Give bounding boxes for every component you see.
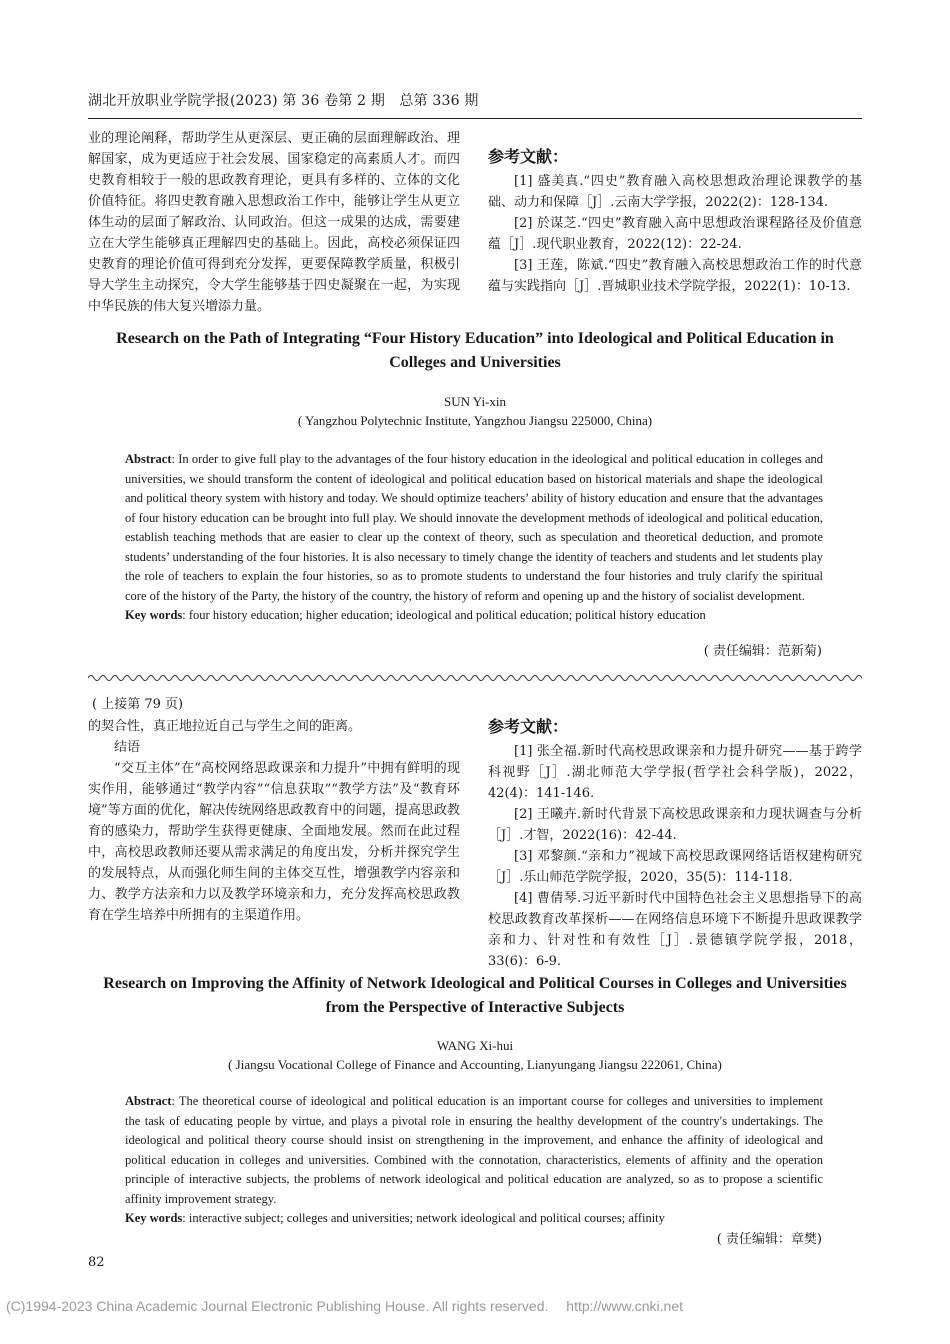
article1-editor: ( 责任编辑：范新菊) [703, 644, 822, 659]
article2-references [488, 716, 862, 972]
article1-body-text: 业的理论阐释，帮助学生从更深层、更正确的层面理解政治、理解国家，成为更适应于社会发展、国家稳定的高素质人才。而四史教育相较于一般的思政教育理论，更具有多样的、立体的文化价值特征。将四史教育融入思想政治工作中，能够让学生从更立体生动的层面了解政治、认同政治。但这一成果的达成，需要建立在大学生能够真正理解四史的基础上。因此，高校必须保证四史教育的理论价值可得到充分发挥，更要保障教学质量，积极引导大学生主动探究，令大学生能够基于四史凝聚在一起，为实现中华民族的伟大复兴增添力量。 [88, 131, 460, 314]
article1-affiliation: ( Yangzhou Polytechnic Institute, Yangzhou Jiangsu 225000, China) [297, 413, 653, 428]
reference-item: [2] 王曦卉.新时代背景下高校思政课亲和力现状调查与分析［J］.才智，2022(16)：42-44. [488, 807, 862, 843]
conclusion-heading: 结语 [114, 740, 141, 755]
abstract-text: : In order to give full play to the advantages of the four history education in the ideological and political education in colleges and universities, we should transform the content of ideological and political education based on historical materials and shape the ideological and political theory system with history and today. We should optimize teachers’ ability of history education and ensure that the advantages of four history education can be brought into full play. We should innovate the development methods of ideological and political education, establish teaching methods that are easier to clear up the context of theory, such as speculation and theoretical deduction, and promote students’ understanding of the four histories. It is also necessary to timely change the identity of teachers and students and let students play the role of teachers to explain the four histories, so as to promote students to understand the four histories and truly clarify the spiritual core of the history of the Party, the history of the country, the history of reform and opening up and the history of socialist development. [125, 452, 823, 603]
abstract-paragraph [125, 1092, 823, 1209]
journal-header: 湖北开放职业学院学报(2023) 第 36 卷第 2 期 总第 336 期 [88, 93, 479, 109]
wavy-divider [88, 672, 862, 684]
abstract-paragraph [125, 450, 823, 606]
article1-abstract-block [125, 450, 823, 626]
keywords-label: Key words [125, 1211, 183, 1225]
article2-body-text: “交互主体”在“高校网络思政课亲和力提升”中拥有鲜明的现实作用，能够通过“教学内容”“信息获取”“教学方法”及“教育环境”等方面的优化，解决传统网络思政教育中的问题，提高思政教育的感染力，帮助学生获得更健康、全面地发展。然而在此过程中，高校思政教师还要从需求满足的角度出发，分析并探究学生的发展特点，从而强化师生间的主体交互性，增强教学内容亲和力、教学方法亲和力以及教学环境亲和力，充分发挥高校思政教育在学生培养中所拥有的主渠道作用。 [88, 761, 460, 923]
article1-english-title: Research on the Path of Integrating “Four History Education” into Ideological and Political Education in Colleges and Universities [116, 330, 834, 371]
reference-item: [4] 曹倩琴.习近平新时代中国特色社会主义思想指导下的高校思政教育改革探析——在网络信息环境下不断提升思政课教学亲和力、针对性和有效性［J］.景德镇学院学报，2018，33(6)：6-9. [488, 891, 862, 969]
article1-references [488, 146, 862, 297]
article2-body [88, 716, 460, 926]
keywords-paragraph [125, 1209, 823, 1229]
article1-author: SUN Yi-xin [444, 394, 506, 409]
article2-editor: ( 责任编辑：章樊) [716, 1232, 822, 1247]
reference-item: [3] 邓黎颜.“亲和力”视域下高校思政课网络话语权建构研究［J］.乐山师范学院学报，2020，35(5)：114-118. [488, 849, 862, 885]
article1-body [88, 128, 460, 317]
reference-item: [1] 张全福.新时代高校思政课亲和力提升研究——基于跨学科视野［J］.湖北师范大学学报(哲学社会科学版)，2022，42(4)：141-146. [488, 744, 862, 801]
references-title: 参考文献： [488, 147, 569, 166]
keywords-label: Key words [125, 608, 183, 622]
abstract-label: Abstract [125, 1094, 172, 1108]
references-title: 参考文献： [488, 717, 569, 736]
page-number: 82 [88, 1255, 105, 1270]
continued-from-note: ( 上接第 79 页) [92, 697, 184, 712]
reference-item: [2] 於谋芝.“四史”教育融入高中思想政治课程路径及价值意蕴［J］.现代职业教育，2022(12)：22-24. [488, 216, 862, 252]
keywords-text: : four history education; higher education; ideological and political education; political history education [182, 608, 706, 622]
article2-author: WANG Xi-hui [436, 1038, 514, 1053]
reference-item: [1] 盛美真.“四史”教育融入高校思想政治理论课教学的基础、动力和保障［J］.云南大学学报，2022(2)：128-134. [488, 174, 862, 210]
copyright-footer [6, 1298, 697, 1314]
article2-body-intro: 的契合性，真正地拉近自己与学生之间的距离。 [88, 719, 362, 734]
copyright-text: (C)1994-2023 China Academic Journal Electronic Publishing House. All rights reserved. [6, 1298, 549, 1314]
article2-english-title: Research on Improving the Affinity of Network Ideological and Political Courses in Colleges and Universities from the Perspective of Interactive Subjects [103, 975, 847, 1016]
article2-affiliation: ( Jiangsu Vocational College of Finance and Accounting, Lianyungang Jiangsu 222061, China) [228, 1057, 722, 1072]
cnki-url: http://www.cnki.net [566, 1298, 683, 1314]
article2-abstract-block [125, 1092, 823, 1229]
abstract-text: : The theoretical course of ideological and political education is an important course for colleges and universities to implement the task of educating people by virtue, and plays a pivotal role in ensuring the healthy development of the country′s undertakings. The ideological and political theory course should insist on strengthening in the improvement, and enhance the affinity of ideological and political education in colleges and universities. Combined with the connotation, characteristics, elements of affinity and the operation principle of interactive subjects, the problems of network ideological and political education are analyzed, so as to propose a scientific affinity improvement strategy. [125, 1094, 823, 1206]
abstract-label: Abstract [125, 452, 172, 466]
header-rule [88, 118, 862, 119]
keywords-text: : interactive subject; colleges and universities; network ideological and political courses; affinity [182, 1211, 665, 1225]
reference-item: [3] 王莲，陈斌.“四史”教育融入高校思想政治工作的时代意蕴与实践指向［J］.晋城职业技术学院学报，2022(1)：10-13. [488, 258, 862, 294]
keywords-paragraph [125, 606, 823, 626]
